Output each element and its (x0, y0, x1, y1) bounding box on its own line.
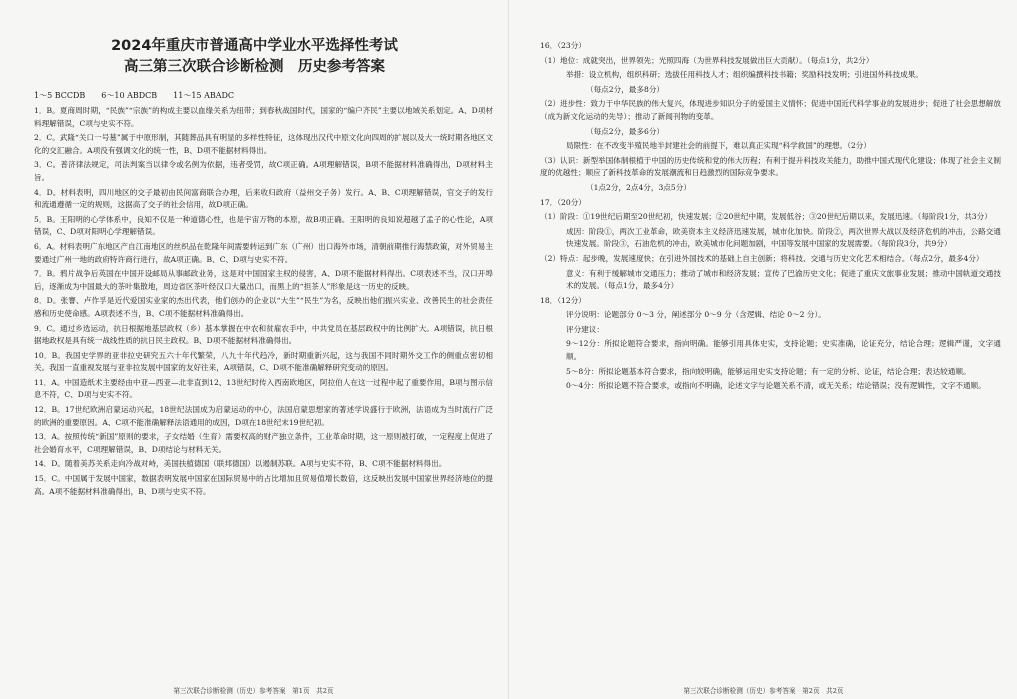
answer-line: （3）认识：新型举国体制根植于中国的历史传统和党的伟大历程；有利于提升科技攻关能力，助推中国式现代化建设；体现了社会主义制度的优越性；顺应了新科技革命的发展潮流和日趋激烈的国际竞争要求。 (540, 155, 1001, 178)
answer-line: （1）阶段：①19世纪后期至20世纪初，快速发展；②20世纪中期，发展低谷；③20世纪后期以来，发展迅速。（每阶段1分，共3分） (540, 212, 992, 222)
answer-line: 成因：阶段①，两次工业革命，欧美资本主义经济迅速发展，城市化加快。阶段②，两次世界大战以及经济危机的冲击，公路交通快速发展。阶段③，石油危机的冲击，欧美城市化问题加剧，中国等发展中国家的发展需要。（每阶段3分，共9分） (566, 226, 1001, 249)
answer-line: （每点2分，最多6分） (586, 126, 665, 136)
explanation-item: 10．B。我国史学界的亚非拉史研究五六十年代繁荣，八九十年代趋冷，新时期重新兴起，这与我国不同时期外交工作的侧重点密切相关。我国一直重视发展与亚非拉发展中国家的友好往来，A项错误，C、D项不能准确解释研究变动的原因。 (34, 350, 493, 373)
explanation-item: 2．C。武隆“关口一号墓”属于中原形制，其随葬品具有明显的多样性特征，这体现出汉代中原文化向四周的扩展以及大一统时期各地区文化的交汇融合。A项没有强调文化的统一性，B、D项不能据材料得出。 (34, 133, 493, 155)
explanation-item: 11．A。中国造纸术主要经由中亚—西亚—北非直到12、13世纪时传入西南欧地区，阿拉伯人在这一过程中起了重要作用，B项与图示信息不符，C、D项与史实不符。 (34, 377, 493, 400)
choice-answers: 1～5 BCCDB 6～10 ABDCB 11～15 ABADC (34, 91, 235, 100)
answer-line: 举措：设立机构，组织科研；选拔任用科技人才；组织编撰科技书籍；奖励科技发明；引进国外科技成果。 (566, 70, 923, 80)
explanation-item: 14．D。随着美苏关系走向冷战对峙，美国扶植德国（联邦德国）以遏制苏联。A项与史实不符，B、C项不能据材料得出。 (34, 459, 447, 469)
explanation-item: 5．B。王阳明的心学体系中，良知不仅是一种道德心性，也是宇宙万物的本原，故B项正确。王阳明的良知说超越了孟子的心性论，A项错误，C、D项对阳明心学理解错误。 (34, 214, 493, 237)
explanation-item: 4．D。材料表明，四川地区的交子最初由民间富商联合办理，后来收归政府（益州交子务）发行。A、B、C项理解错误，官交子的发行和流通遵循一定的规则，这据高了交子的社会信用，故D项正确。 (34, 187, 493, 210)
explanation-item: 7．B。鸦片战争后英国在中国开设邮局从事邮政业务，这是对中国国家主权的侵害，A、D项不能据材料得出。C项表述不当，汉口开埠后，逐渐成为中国最大的茶叶集散地，周边省区茶叶经汉口大量出口，而黑上的“担茶人”形象是这一历史的反映。 (34, 269, 493, 291)
answer-line: 16．（23分） (540, 41, 586, 50)
explanation-item: 3．C。普济律法规定，司法判案当以律令或名例为依据，违者受罚，故C项正确。A项理解错误，B项不能据材料准确得出，D项材料主旨。 (34, 160, 493, 182)
page-1 (0, 0, 507, 699)
answer-line: 0～4分：所拟论题不符合要求，或指向不明确，论述文字与论题关系不清，或无关系；结论错误；没有逻辑性，文字不通顺。 (566, 381, 986, 391)
page-2 (510, 0, 1017, 699)
answer-line: （1）地位：成就突出，世界领先；光照四海（为世界科技发展做出巨大贡献）。（每点1分，共2分） (540, 55, 874, 65)
answer-line: （2）特点：起步晚，发展速度快；在引进外国技术的基础上自主创新；将科技、交通与历史文化艺术相结合。（每点2分，最多4分） (540, 253, 984, 263)
answer-line: 5～8分：所拟论题基本符合要求，指向较明确，能够运用史实支持论题；有一定的分析、论证，结论合理；表达较通顺。 (566, 366, 971, 376)
footer-page-2: 第三次联合诊断检测（历史）参考答案 第2页 共2页 (683, 687, 844, 695)
answer-line: 意义：有利于缓解城市交通压力；推动了城市和经济发展；宣传了巴渝历史文化；促进了重庆文旅事业发展；推动中国轨道交通技术的发展。（每点1分，最多4分） (566, 268, 1001, 291)
explanation-item: 13．A。按照传统“新国”原则的要求，子女结婚（生育）需要权高的财产独立条件，工业革命时期，这一原则被打破，一定程度上促进了社会婚育水平，C项理解错误，B、D项结论与材料无关。 (34, 432, 493, 454)
title-line-2: 高三第三次联合诊断检测 历史参考答案 (124, 59, 385, 75)
page-divider (508, 0, 509, 699)
explanation-item: 8．D。张謇、卢作孚是近代爱国实业家的杰出代表，他们创办的企业以“大生”“民生”为名，反映出他们振兴实业、改善民生的社会责任感和历史使命感。A项表述不当，B、C项不能据材料准确得出。 (34, 296, 493, 318)
answer-line: （1点2分，2点4分，3点5分） (586, 182, 691, 192)
explanation-item: 15．C。中国属于发展中国家，数据表明发展中国家在国际贸易中的占比增加且贸易值增长数倍，这反映出发展中国家世界经济地位的提高。A项不能据材料准确得出，B、D项与史实不符。 (34, 474, 493, 496)
explanation-item: 9．C。通过乡选运动，抗日根据地基层政权（乡）基本掌握在中农和贫雇农手中，中共党员在基层政权中的比例扩大。A项错误，抗日根据地政权是具有统一战线性质的抗日民主政权。B、D项不能据材料准确得出。 (34, 323, 493, 346)
answer-line: 17．（20分） (540, 197, 586, 207)
explanation-item: 1．B。夏商周时期，“民族”“宗族”的构成主要以血缘关系为纽带；到春秋战国时代，国家的“编户齐民”主要以地域关系划定。A、D项材料理解错误，C项与史实不符。 (34, 106, 493, 128)
answer-line: 评分建议： (566, 324, 604, 334)
answer-line: 评分说明：论题部分 0～3 分，阐述部分 0～9 分（含逻辑、结论 0～2 分）。 (566, 310, 826, 320)
choice-explanations (34, 105, 493, 498)
title-line-1: 2024年重庆市普通高中学业水平选择性考试 (111, 38, 398, 54)
answer-line: 局限性：在不改变半殖民地半封建社会的前提下，难以真正实现“科学救国”的理想。（2分） (566, 141, 871, 151)
explanation-item: 12．B。17世纪欧洲启蒙运动兴起，18世纪法国成为启蒙运动的中心，法国启蒙思想家的著述学说盛行于欧洲，法语成为当时流行广泛的欧洲的重要原因。A、C项不能准确解释法语通用的成因，D项在18世纪末19世纪初。 (34, 405, 493, 427)
answer-line: （每点2分，最多8分） (586, 84, 665, 94)
answer-line: 9～12分：所拟论题符合要求，指向明确。能够引用具体史实，支持论题；史实准确，论证充分，结论合理；逻辑严谨，文字通顺。 (566, 339, 1001, 362)
footer-page-1: 第三次联合诊断检测（历史）参考答案 第1页 共2页 (173, 687, 334, 695)
subjective-answers (540, 40, 1001, 393)
answer-line: 18．（12分） (540, 295, 586, 305)
explanation-item: 6．A。材料表明广东地区产自江南地区的丝织品在乾隆年间需要转运到广东（广州）出口海外市场，清朝前期推行海禁政策，对外贸易主要通过广州一地的政府特许商行进行，故A项正确。B、C、D项与史实不符。 (34, 241, 493, 264)
answer-line: （2）进步性：致力于中华民族的伟大复兴，体现进步知识分子的爱国主义情怀；促进中国近代科学事业的发展进步；促进了社会思想解放（成为新文化运动的先导）；推动了新闻刊物的变革。 (540, 99, 1001, 121)
